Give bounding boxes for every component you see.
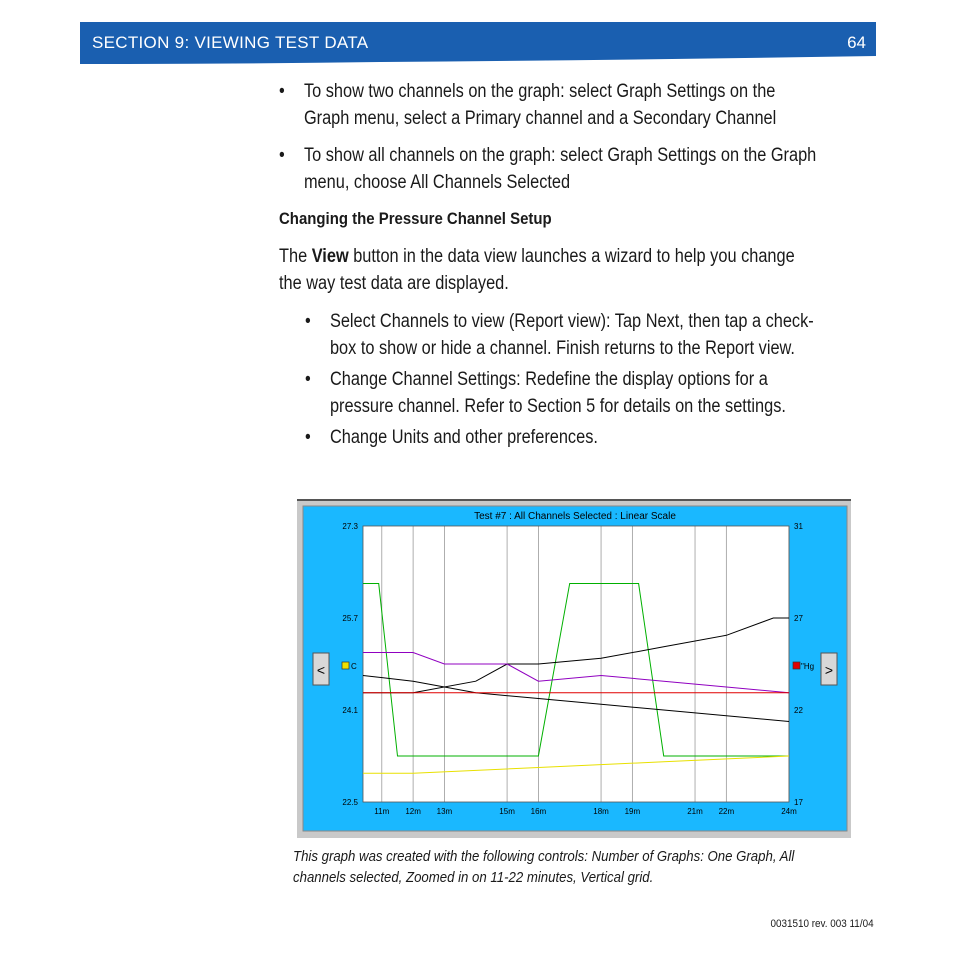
scroll-left-button[interactable] <box>313 653 329 685</box>
x-tick-label: 12m <box>405 807 421 816</box>
page-number: 64 <box>847 33 866 52</box>
bullet-dot: • <box>279 81 285 102</box>
right-channel-marker <box>793 662 800 669</box>
bullet-dot: • <box>305 427 311 448</box>
x-tick-label: 22m <box>718 807 735 816</box>
bullet-dot: • <box>279 145 285 166</box>
section-header <box>80 22 876 64</box>
x-tick-label: 18m <box>593 807 609 816</box>
bullet-text: To show all channels on the graph: select Graph Settings on the Graph menu, choose All Channels Selected <box>303 145 817 193</box>
left-channel-label: C <box>351 662 357 671</box>
scroll-right-button[interactable] <box>821 653 837 685</box>
y-tick-label-left: 27.3 <box>342 522 358 531</box>
figure-caption: This graph was created with the following controls: Number of Graphs: One Graph, All channels selected, Zoomed in on 11-22 minutes, Vertical grid. <box>293 848 795 886</box>
bullet-dot: • <box>305 369 311 390</box>
right-channel-label: "Hg <box>801 662 815 671</box>
y-tick-label-right: 31 <box>794 522 803 531</box>
x-tick-label: 13m <box>436 807 453 816</box>
x-tick-label: 11m <box>374 807 390 816</box>
y-tick-label-right: 22 <box>794 706 803 715</box>
bullet-dot: • <box>305 311 311 332</box>
x-tick-label: 19m <box>624 807 641 816</box>
x-tick-label: 15m <box>499 807 515 816</box>
graph-window <box>297 499 851 838</box>
chevron-left-icon: < <box>316 662 326 678</box>
y-tick-label-right: 27 <box>794 614 803 623</box>
x-tick-label: 21m <box>687 807 703 816</box>
plot-area <box>363 526 789 802</box>
x-tick-label: 16m <box>530 807 547 816</box>
y-tick-label-right: 17 <box>794 798 803 807</box>
y-tick-label-left: 24.1 <box>342 706 358 715</box>
subsection-heading: Changing the Pressure Channel Setup <box>279 209 552 228</box>
bullet-text: Change Units and other preferences. <box>329 427 598 448</box>
bullet-text: Select Channels to view (Report view): Tap Next, then tap a check- box to show or hide a channel. Finish returns to the Report view. <box>329 311 814 359</box>
body-paragraph: The View button in the data view launches a wizard to help you change the way test data are displayed. <box>279 246 795 294</box>
document-footer: 0031510 rev. 003 11/04 <box>770 918 874 930</box>
section-title: SECTION 9: VIEWING TEST DATA <box>92 33 369 52</box>
left-channel-marker <box>342 662 349 669</box>
chevron-right-icon: > <box>824 662 834 678</box>
graph-chart <box>297 501 851 838</box>
view-keyword: View <box>311 246 349 267</box>
chart-title: Test #7 : All Channels Selected : Linear Scale <box>474 511 676 522</box>
x-tick-label: 24m <box>781 807 797 816</box>
y-tick-label-left: 22.5 <box>342 798 358 807</box>
y-tick-label-left: 25.7 <box>342 614 358 623</box>
bullet-text: Change Channel Settings: Redefine the display options for a pressure channel. Refer to Section 5 for details on the settings. <box>329 369 786 417</box>
bullet-text: To show two channels on the graph: select Graph Settings on the Graph menu, select a Primary channel and a Secondary Channel <box>303 81 777 129</box>
